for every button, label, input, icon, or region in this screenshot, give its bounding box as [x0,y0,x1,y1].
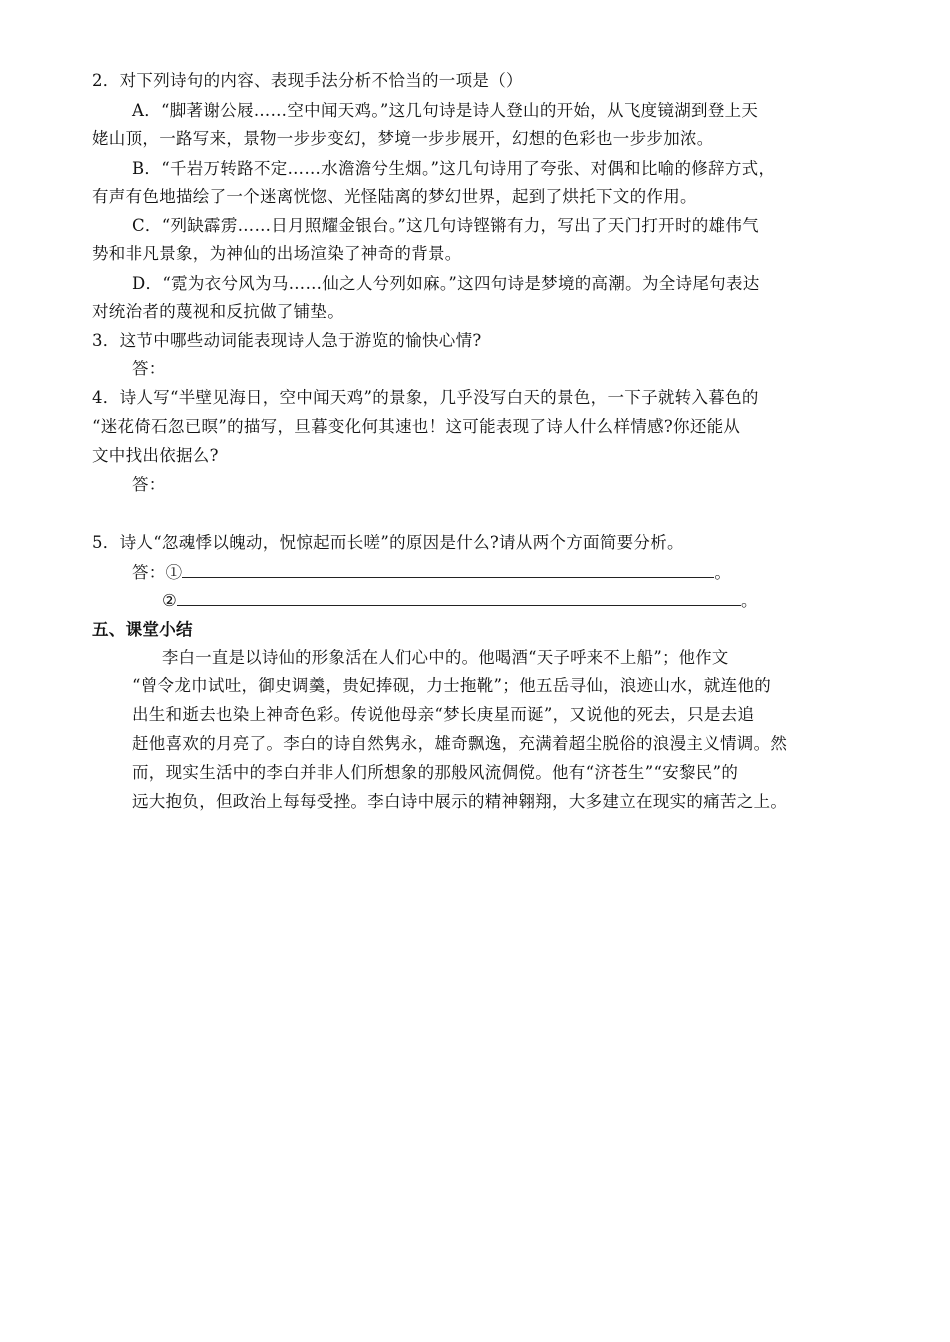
q5-answer-blank-1[interactable] [182,561,714,578]
q5-answer-row-1 [132,560,912,586]
q5-answer-blank-2[interactable] [177,589,741,606]
q5-second-label: ② [162,591,177,610]
summary-line4: 赶他喜欢的月亮了。李白的诗自然隽永，雄奇飘逸，充满着超尘脱俗的浪漫主义情调。然 [132,734,788,753]
q2-option-c-line1: C．“列缺霹雳……日月照耀金银台。”这几句诗铿锵有力，写出了天门打开时的雄伟气 [132,216,759,235]
summary-line6: 远大抱负，但政治上每每受挫。李白诗中展示的精神翱翔，大多建立在现实的痛苦之上。 [132,792,788,811]
q2-option-a-line2: 姥山顶，一路写来，景物一步步变幻，梦境一步步展开，幻想的色彩也一步步加浓。 [92,129,714,148]
q2-option-b-line1: B．“千岩万转路不定……水澹澹兮生烟。”这几句诗用了夸张、对偶和比喻的修辞方式， [132,159,776,178]
section5-heading: 五、课堂小结 [92,620,193,639]
q2-option-b-line2: 有声有色地描绘了一个迷离恍惚、光怪陆离的梦幻世界，起到了烘托下文的作用。 [92,187,697,206]
q3-stem: 3．这节中哪些动词能表现诗人急于游览的愉快心情? [92,331,482,350]
q5-answer-row-2 [162,588,942,614]
summary-line2: “曾令龙巾试吐，御史调羹，贵妃捧砚，力士拖靴”；他五岳寻仙，浪迹山水，就连他的 [132,676,772,695]
summary-line5: 而，现实生活中的李白并非人们所想象的那般风流倜傥。他有“济苍生”“安黎民”的 [132,763,739,782]
q4-stem-line1: 4．诗人写“半壁见海日，空中闻天鸡”的景象，几乎没写白天的景色，一下子就转入暮色的 [92,388,759,407]
q2-option-c-line2: 势和非凡景象，为神仙的出场渲染了神奇的背景。 [92,244,462,263]
q4-stem-line2: “迷花倚石忽已暝”的描写，旦暮变化何其速也！这可能表现了诗人什么样情感?你还能从 [92,417,741,436]
q5-stem: 5．诗人“忽魂悸以魄动，怳惊起而长嗟”的原因是什么?请从两个方面简要分析。 [92,533,684,552]
q2-option-d-line2: 对统治者的蔑视和反抗做了铺垫。 [92,302,344,321]
q5-end-mark-2: 。 [740,591,758,610]
q2-stem: 2．对下列诗句的内容、表现手法分析不恰当的一项是（） [92,71,523,90]
q4-answer-label: 答： [132,475,166,494]
summary-line3: 出生和逝去也染上神奇色彩。传说他母亲“梦长庚星而诞”，又说他的死去，只是去追 [132,705,755,724]
summary-line1: 李白一直是以诗仙的形象活在人们心中的。他喝酒“天子呼来不上船”；他作文 [162,648,729,667]
q5-end-mark-1: 。 [714,563,732,582]
q2-option-a-line1: A．“脚著谢公屐……空中闻天鸡。”这几句诗是诗人登山的开始，从飞度镜湖到登上天 [132,101,759,120]
q4-stem-line3: 文中找出依据么? [92,446,219,465]
q2-option-d-line1: D．“霓为衣兮风为马……仙之人兮列如麻。”这四句诗是梦境的高潮。为全诗尾句表达 [132,274,760,293]
q3-answer-label: 答： [132,359,166,378]
q5-answer-label: 答：① [132,563,183,582]
